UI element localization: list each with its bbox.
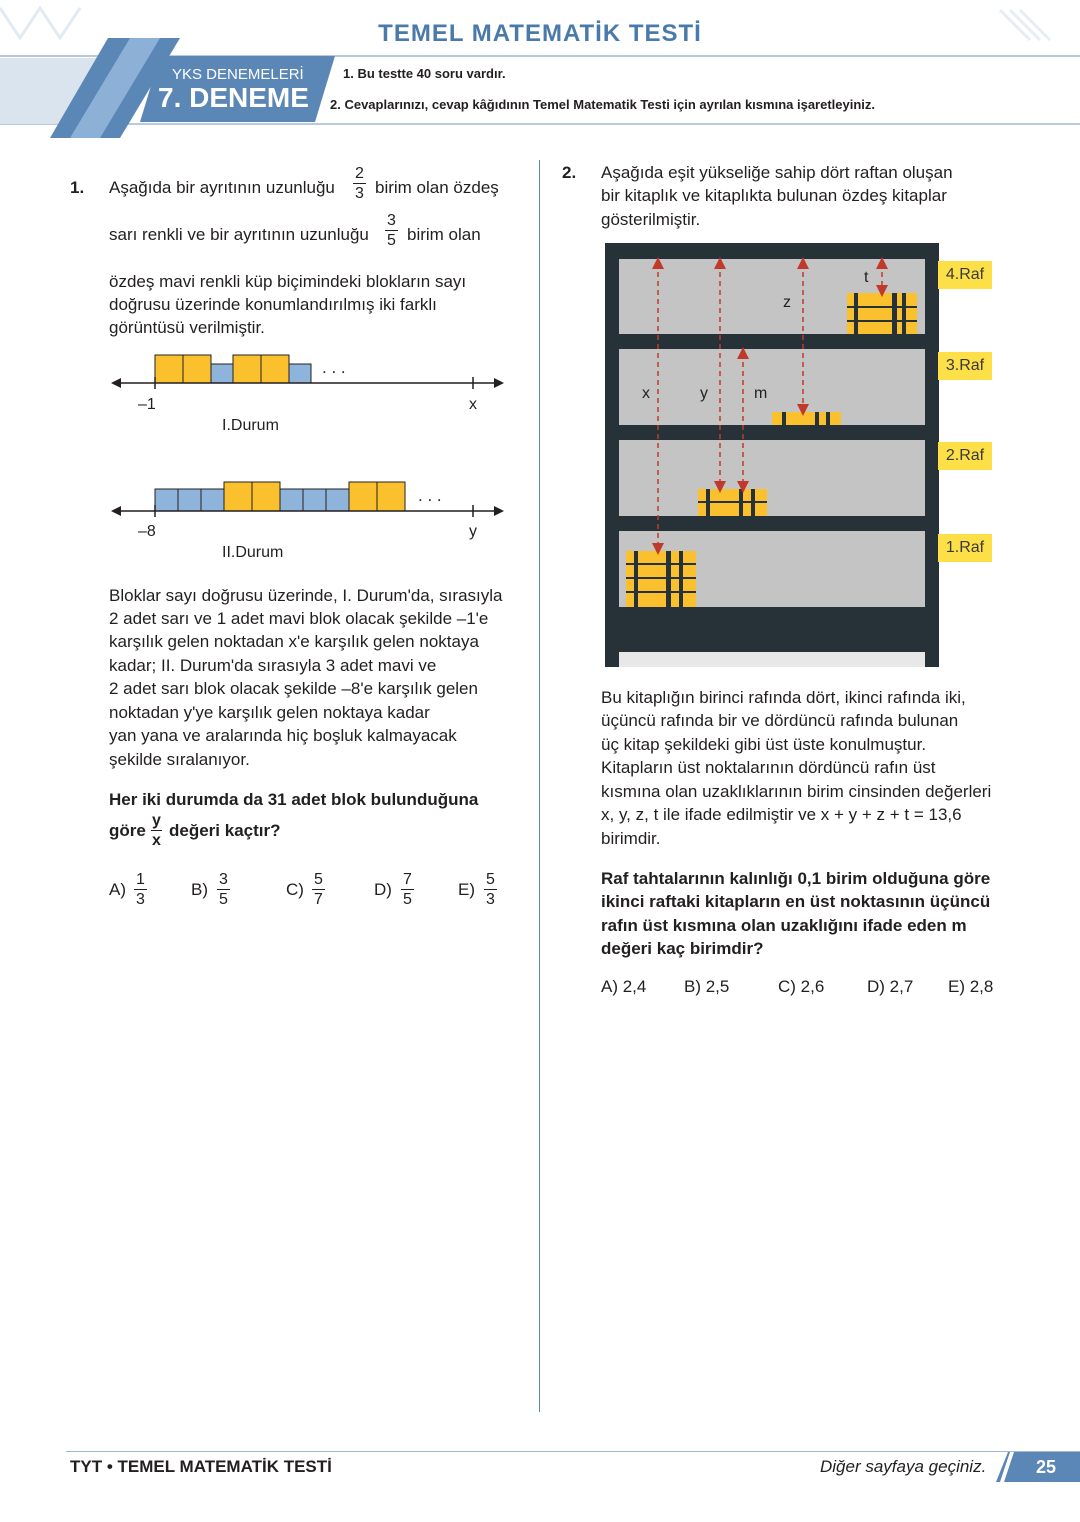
paragraph-line: kadar; II. Durum'da sırasıyla 3 adet mavi ve	[109, 656, 437, 675]
option-b[interactable]: B) 2,5	[684, 977, 730, 996]
option-label[interactable]: B)	[191, 880, 208, 899]
exam-label: 7. DENEME	[158, 82, 309, 113]
paragraph-line: Bu kitaplığın birinci rafında dört, ikinci rafında iki,	[601, 688, 966, 707]
paragraph-line: Kitapların üst noktalarının dördüncü rafın üst	[601, 758, 936, 777]
paragraph-line: üçüncü rafında bir ve dördüncü rafında bulunan	[601, 711, 959, 730]
paragraph-line: noktadan y'ye karşılık gelen noktaya kadar	[109, 703, 430, 722]
question-number: 1.	[70, 178, 85, 197]
continuation-dots: . . .	[418, 486, 442, 505]
shelf-label-2: 2.Raf	[938, 442, 992, 470]
fraction-y-over-x	[151, 812, 162, 849]
question-text-line: gösterilmiştir.	[601, 210, 701, 229]
label-x: x	[642, 385, 650, 402]
page-number: 25	[1036, 1457, 1057, 1477]
column-divider	[539, 160, 540, 1412]
header-note-2: 2. Cevaplarınızı, cevap kâğıdının Temel Matematik Testi için ayrılan kısmına işaretleyiniz.	[330, 97, 876, 112]
books-shelf-2	[698, 489, 767, 516]
paragraph-line: kısmına olan uzaklıklarının birim cinsinden değerleri	[601, 782, 992, 801]
line-start-label: –1	[138, 396, 156, 413]
books-shelf-4	[847, 293, 917, 334]
question-text-line: birim olan özdeş	[375, 178, 499, 197]
question-text-line: Aşağıda eşit yükseliğe sahip dört raftan oluşan	[601, 163, 953, 182]
label-z: z	[783, 294, 791, 311]
question-prompt: değeri kaçtır?	[169, 821, 281, 840]
bookshelf-figure	[600, 240, 945, 670]
header-title: TEMEL MATEMATİK TESTİ	[378, 20, 702, 47]
fraction-blue-edge	[385, 212, 398, 249]
question-text-line: özdeş mavi renkli küp biçimindeki blokların sayı	[109, 272, 467, 291]
paragraph-line: birimdir.	[601, 829, 661, 848]
paragraph-line: yan yana ve aralarında hiç boşluk kalmayacak	[109, 726, 457, 745]
option-b-fraction[interactable]: 3 5	[217, 871, 230, 908]
line-end-label: y	[469, 523, 477, 540]
question-prompt: Her iki durumda da 31 adet blok bulunduğuna	[109, 790, 479, 809]
option-label[interactable]: A)	[109, 880, 126, 899]
option-e[interactable]: E) 2,8	[948, 977, 994, 996]
number-line-figure-1	[105, 350, 515, 410]
label-t: t	[864, 269, 869, 286]
paragraph-line: 2 adet sarı ve 1 adet mavi blok olacak şekilde –1'e	[109, 609, 489, 628]
paragraph-line: Bloklar sayı doğrusu üzerinde, I. Durum'da, sırasıyla	[109, 586, 503, 605]
option-a-fraction[interactable]: 1 3	[134, 871, 147, 908]
figure-caption: II.Durum	[222, 544, 284, 561]
question-text-line: bir kitaplık ve kitaplıkta bulunan özdeş kitaplar	[601, 186, 947, 205]
option-label[interactable]: D)	[374, 880, 392, 899]
numerator: 3	[387, 212, 396, 229]
line-start-label: –8	[138, 523, 156, 540]
paragraph-line: şekilde sıralanıyor.	[109, 750, 250, 769]
footer-test-name: TYT • TEMEL MATEMATİK TESTİ	[70, 1457, 332, 1476]
option-label[interactable]: E)	[458, 880, 475, 899]
shelf-label-4: 4.Raf	[938, 261, 992, 289]
option-d[interactable]: D) 2,7	[867, 977, 914, 996]
question-number: 2.	[562, 163, 577, 182]
question-text-line: birim olan	[407, 225, 481, 244]
line-end-label: x	[469, 396, 477, 413]
paragraph-line: 2 adet sarı blok olacak şekilde –8'e karşılık gelen	[109, 679, 478, 698]
question-prompt: göre	[109, 821, 146, 840]
label-m: m	[754, 385, 768, 402]
paragraph-line: karşılık gelen noktadan x'e karşılık gelen noktaya	[109, 632, 479, 651]
denominator: 3	[355, 185, 364, 202]
shelf-label-1: 1.Raf	[938, 534, 992, 562]
question-text-line: Aşağıda bir ayrıtının uzunluğu	[109, 178, 335, 197]
denominator: x	[152, 832, 161, 849]
numerator: y	[152, 812, 161, 829]
books-shelf-3	[772, 412, 841, 425]
header-note-1: 1. Bu testte 40 soru vardır.	[343, 66, 506, 81]
question-text-line: görüntüsü verilmiştir.	[109, 318, 265, 337]
question-prompt: ikinci raftaki kitapların en üst noktasının üçüncü	[601, 892, 991, 911]
books-shelf-1	[626, 551, 696, 607]
figure-caption: I.Durum	[222, 417, 279, 434]
question-prompt: Raf tahtalarının kalınlığı 0,1 birim olduğuna göre	[601, 869, 991, 888]
label-y: y	[700, 385, 708, 402]
question-text-line: doğrusu üzerinde konumlandırılmış iki farklı	[109, 295, 437, 314]
fraction-yellow-edge	[353, 165, 366, 202]
option-c-fraction[interactable]: 5 7	[312, 871, 325, 908]
question-prompt: değeri kaç birimdir?	[601, 939, 764, 958]
paragraph-line: üç kitap şekildeki gibi üst üste konulmuştur.	[601, 735, 927, 754]
continuation-dots: . . .	[322, 358, 346, 377]
option-label[interactable]: C)	[286, 880, 304, 899]
option-d-fraction[interactable]: 7 5	[401, 871, 414, 908]
question-text-line: sarı renkli ve bir ayrıtının uzunluğu	[109, 225, 369, 244]
paragraph-line: x, y, z, t ile ifade edilmiştir ve x + y + z + t = 13,6	[601, 805, 962, 824]
numerator: 2	[355, 165, 364, 182]
option-a[interactable]: A) 2,4	[601, 977, 647, 996]
option-e-fraction[interactable]: 5 3	[484, 871, 497, 908]
denominator: 5	[387, 232, 396, 249]
number-line-figure-2	[105, 478, 515, 538]
option-c[interactable]: C) 2,6	[778, 977, 825, 996]
footer-rule	[66, 1451, 1080, 1452]
next-page-note: Diğer sayfaya geçiniz.	[820, 1457, 987, 1476]
shelf-label-3: 3.Raf	[938, 352, 992, 380]
series-label: YKS DENEMELERİ	[172, 66, 304, 83]
question-prompt: rafın üst kısmına olan uzaklığını ifade eden m	[601, 916, 967, 935]
